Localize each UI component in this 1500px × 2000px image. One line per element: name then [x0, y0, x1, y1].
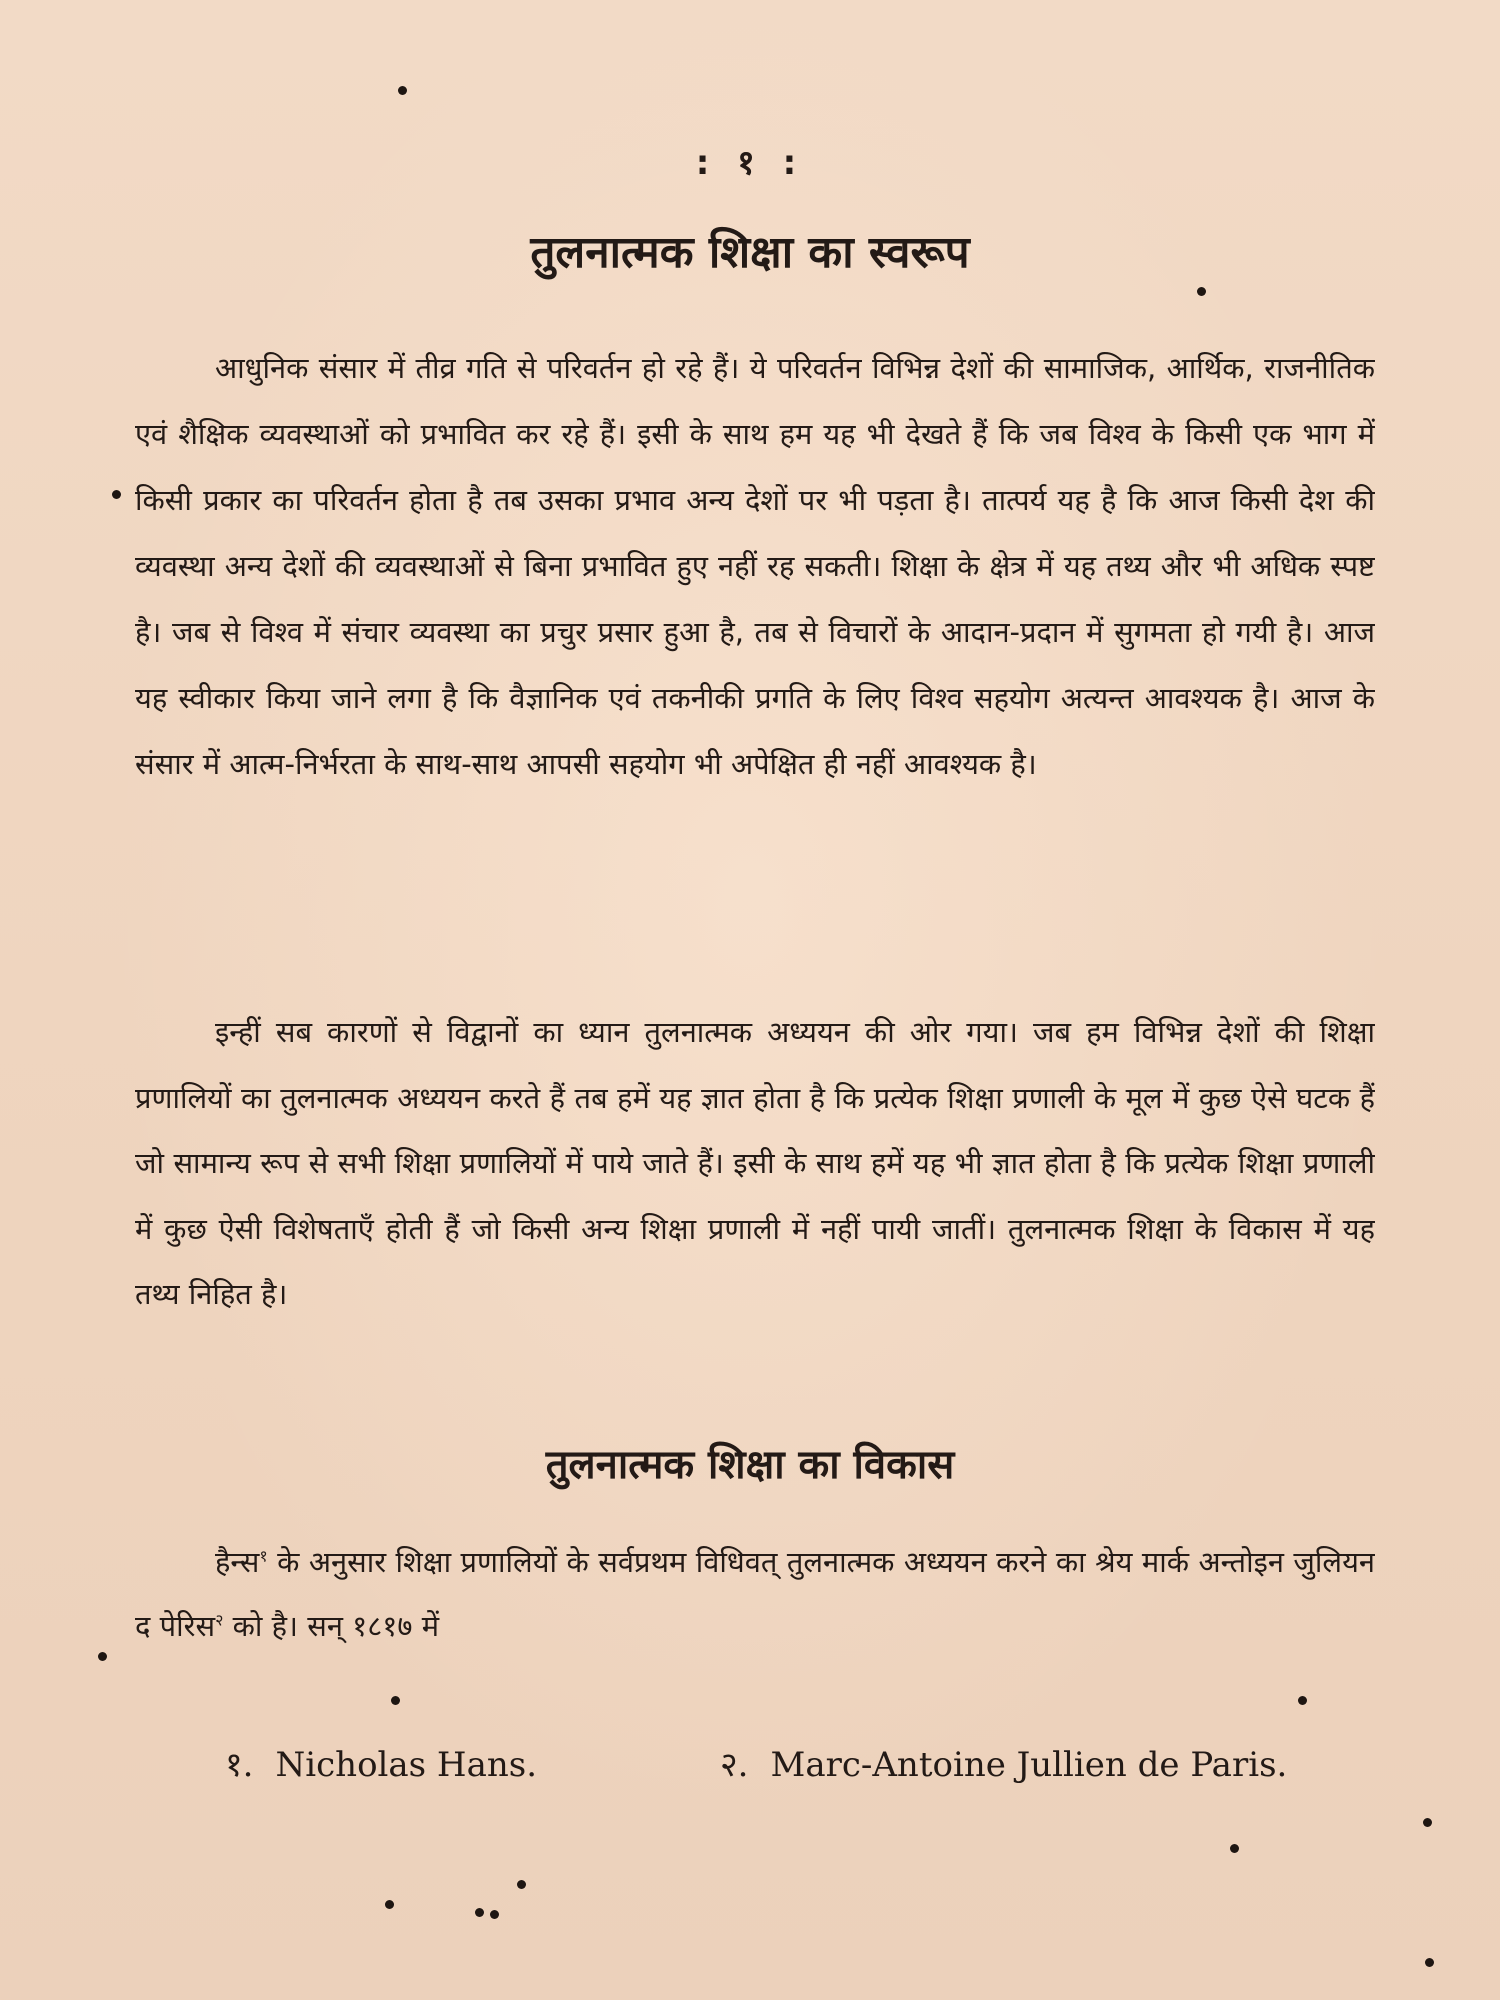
footnote-2: [720, 1740, 1287, 1786]
footnote-ref-1: १: [259, 1546, 268, 1566]
footnote-2-text: Marc-Antoine Jullien de Paris.: [770, 1745, 1288, 1785]
ink-speck: [1425, 1958, 1434, 1967]
ink-speck: [391, 1696, 400, 1705]
ink-speck: [1230, 1844, 1239, 1853]
paragraph-3: [135, 1530, 1375, 1665]
ink-speck: [398, 86, 407, 95]
footnote-2-marker: २.: [720, 1745, 749, 1785]
chapter-title: तुलनात्मक शिक्षा का स्वरूप: [530, 227, 970, 278]
footnote-1: [225, 1740, 720, 1786]
paragraph-2: इन्हीं सब कारणों से विद्वानों का ध्यान तुलनात्मक अध्ययन की ओर गया। जब हम विभिन्न देशों की शिक्षा प्रणालियों का तुलनात्मक अध्ययन करते हैं तब हमें यह ज्ञात होता है कि प्रत्येक शिक्षा प्रणाली के मूल में कुछ ऐसे घटक हैं जो सामान्य रूप से सभी शिक्षा प्रणालियों में पाये जाते हैं। इसी के साथ हमें यह भी ज्ञात होता है कि प्रत्येक शिक्षा प्रणाली में कुछ ऐसी विशेषताएँ होती हैं जो किसी अन्य शिक्षा प्रणाली में नहीं पायी जातीं। तुलनात्मक शिक्षा के विकास में यह तथ्य निहित है।: [135, 1015, 1375, 1311]
ink-speck: [517, 1880, 526, 1889]
paragraph-3-text-start: हैन्स: [215, 1545, 260, 1579]
paragraph-1: आधुनिक संसार में तीव्र गति से परिवर्तन हो रहे हैं। ये परिवर्तन विभिन्न देशों की सामाजिक, आर्थिक, राजनीतिक एवं शैक्षिक व्यवस्थाओं को प्रभावित कर रहे हैं। इसी के साथ हम यह भी देखते हैं कि जब विश्व के किसी एक भाग में किसी प्रकार का परिवर्तन होता है तब उसका प्रभाव अन्य देशों पर भी पड़ता है। तात्पर्य यह है कि आज किसी देश की व्यवस्था अन्य देशों की व्यवस्थाओं से बिना प्रभावित हुए नहीं रह सकती। शिक्षा के क्षेत्र में यह तथ्य और भी अधिक स्पष्ट है। जब से विश्व में संचार व्यवस्था का प्रचुर प्रसार हुआ है, तब से विचारों के आदान-प्रदान में सुगमता हो गयी है। आज यह स्वीकार किया जाने लगा है कि वैज्ञानिक एवं तकनीकी प्रगति के लिए विश्व सहयोग अत्यन्त आवश्यक है। आज के संसार में आत्म-निर्भरता के साथ-साथ आपसी सहयोग भी अपेक्षित ही नहीं आवश्यक है।: [135, 351, 1375, 781]
paragraph-3-text-end: को है। सन् १८१७ में: [223, 1609, 440, 1643]
ink-speck: [385, 1900, 394, 1909]
ink-speck: [112, 490, 121, 499]
page-number: : १ :: [695, 143, 805, 183]
ink-speck: [1423, 1818, 1432, 1827]
ink-speck: [475, 1908, 484, 1917]
ink-speck: [490, 1910, 499, 1919]
ink-speck: [98, 1652, 107, 1661]
footnote-1-marker: १.: [225, 1745, 254, 1785]
ink-speck: [1197, 287, 1206, 296]
section-title: तुलनात्मक शिक्षा का विकास: [545, 1442, 955, 1488]
footnotes: [225, 1740, 1385, 1786]
paragraph-3-text-middle: के अनुसार शिक्षा प्रणालियों के सर्वप्रथम विधिवत् तुलनात्मक अध्ययन करने का श्रेय मार्क अन्तोइन जुलियन द पेरिस: [135, 1545, 1375, 1643]
footnote-ref-2: २: [215, 1610, 224, 1630]
ink-speck: [1298, 1696, 1307, 1705]
footnote-1-text: Nicholas Hans.: [275, 1745, 538, 1785]
